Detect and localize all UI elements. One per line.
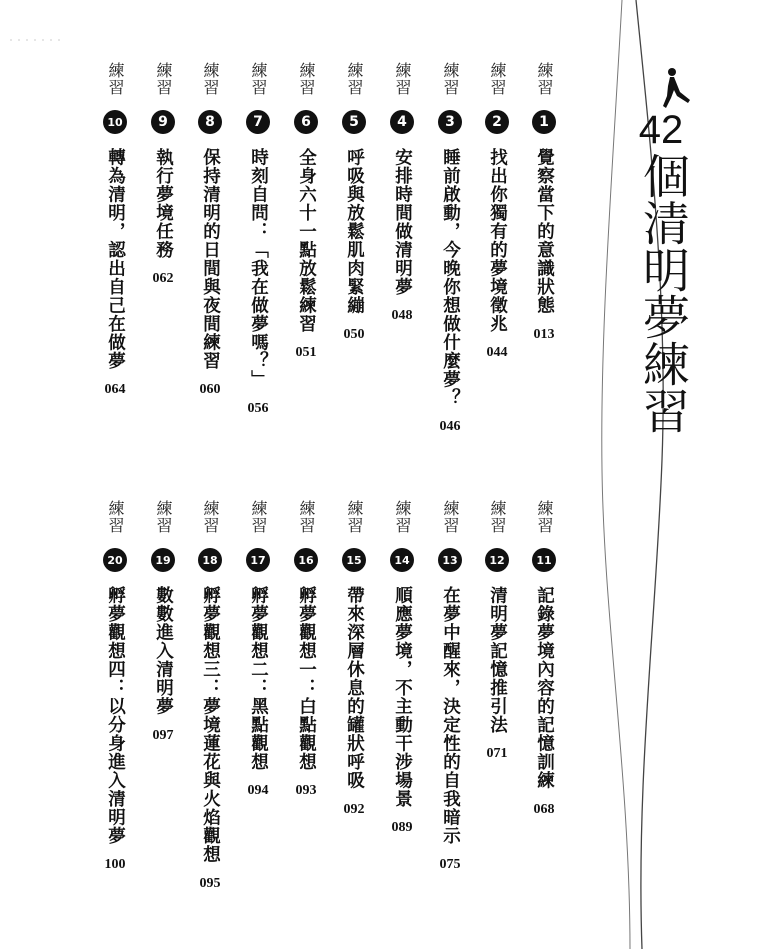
entry-page-number: 013 [533,326,555,342]
entry-number-badge: 3 [438,110,462,134]
entry-number-badge: 19 [151,548,175,572]
entry-page-number: 044 [486,345,508,360]
entry-title: 孵夢觀想二：黑點觀想 [248,586,269,771]
entry-page-number: 075 [439,857,461,872]
entry-title: 保持清明的日間與夜間練習 [200,148,221,370]
entry-number-badge: 1 [532,110,556,134]
entry-label: 練習 [441,500,460,534]
entry-number-badge: 18 [198,548,222,572]
entry-label: 練習 [201,62,220,96]
entry-label: 練習 [393,500,412,534]
entry-label: 練習 [345,500,364,534]
entry-title: 呼吸與放鬆肌肉緊繃 [344,148,365,315]
entry-number-badge: 17 [246,548,270,572]
entry-page-number: 092 [343,801,365,817]
toc-entry[interactable] [336,62,372,343]
sidebar-title: 個清明夢練習 [635,152,690,434]
entry-page-number: 064 [104,382,126,397]
toc-entry[interactable] [384,500,420,836]
entry-label: 練習 [488,62,507,96]
toc-entry[interactable] [240,500,276,799]
entry-page-number: 060 [199,382,221,397]
entry-number-badge: 7 [246,110,270,134]
entry-title: 記錄夢境內容的記憶訓練 [534,586,555,790]
entry-title: 安排時間做清明夢 [392,148,413,296]
toc-entry[interactable] [192,62,228,398]
toc-entry[interactable] [479,500,515,762]
entry-label: 練習 [249,62,268,96]
entry-number-badge: 9 [151,110,175,134]
toc-entry[interactable] [145,62,181,287]
entry-title: 孵夢觀想三：夢境蓮花與火焰觀想 [200,586,221,864]
entry-label: 練習 [249,500,268,534]
entry-page-number: 050 [343,326,365,342]
entry-title: 時刻自問：「我在做夢嗎？」 [248,148,269,389]
entry-page-number: 068 [533,801,555,817]
entry-title: 順應夢境，不主動干涉場景 [392,586,413,808]
entry-label: 練習 [297,62,316,96]
entry-page-number: 100 [104,857,126,872]
entry-number-badge: 15 [342,548,366,572]
entry-page-number: 095 [199,875,221,891]
toc-entry[interactable] [384,62,420,324]
toc-entry[interactable] [432,62,468,435]
decorative-curve-line [602,0,630,949]
toc-entry[interactable] [97,62,133,398]
toc-entry[interactable] [432,500,468,873]
toc-entry[interactable] [192,500,228,892]
entry-title: 數數進入清明夢 [153,586,174,716]
entry-number-badge: 12 [485,548,509,572]
entry-number-badge: 5 [342,110,366,134]
entry-label: 練習 [488,500,507,534]
entry-page-number: 062 [152,271,174,286]
entry-page-number: 071 [486,746,508,761]
entry-page-number: 051 [295,345,317,360]
toc-entry[interactable] [526,500,562,818]
entry-number-badge: 4 [390,110,414,134]
entry-label: 練習 [441,62,460,96]
toc-entry[interactable] [288,62,324,361]
entry-number-badge: 6 [294,110,318,134]
entry-label: 練習 [297,500,316,534]
toc-entry[interactable] [97,500,133,873]
entry-title: 孵夢觀想四：以分身進入清明夢 [105,586,126,845]
entry-page-number: 097 [152,727,174,743]
toc-entry[interactable] [526,62,562,343]
entry-title: 找出你獨有的夢境徵兆 [487,148,508,333]
entry-label: 練習 [393,62,412,96]
entry-number-badge: 10 [103,110,127,134]
entry-number-badge: 8 [198,110,222,134]
entry-label: 練習 [535,62,554,96]
entry-page-number: 089 [391,820,413,835]
entry-title: 執行夢境任務 [153,148,174,259]
sidebar-number: 42 [638,108,684,152]
toc-entry[interactable] [336,500,372,818]
entry-number-badge: 11 [532,548,556,572]
entry-title: 帶來深層休息的罐狀呼吸 [344,586,365,790]
entry-title: 孵夢觀想一：白點觀想 [296,586,317,771]
toc-entry[interactable] [479,62,515,361]
entry-page-number: 093 [295,783,317,798]
entry-page-number: 056 [247,400,269,416]
entry-label: 練習 [345,62,364,96]
running-figure-icon [663,68,690,108]
entry-page-number: 046 [439,419,461,434]
toc-entry[interactable] [240,62,276,417]
entry-title: 在夢中醒來，決定性的自我暗示 [440,586,461,845]
entry-title: 轉為清明，認出自己在做夢 [105,148,126,370]
entry-title: 清明夢記憶推引法 [487,586,508,734]
entry-label: 練習 [201,500,220,534]
entry-title: 覺察當下的意識狀態 [534,148,555,315]
entry-label: 練習 [106,500,125,534]
entry-number-badge: 2 [485,110,509,134]
toc-entry[interactable] [145,500,181,744]
entry-page-number: 094 [247,783,269,798]
entry-title: 全身六十一點放鬆練習 [296,148,317,333]
entry-label: 練習 [535,500,554,534]
entry-label: 練習 [154,62,173,96]
entry-label: 練習 [154,500,173,534]
toc-entry[interactable] [288,500,324,799]
entry-number-badge: 13 [438,548,462,572]
entry-title: 睡前啟動，今晚你想做什麼夢？ [440,148,461,407]
entry-number-badge: 16 [294,548,318,572]
entry-number-badge: 20 [103,548,127,572]
entry-number-badge: 14 [390,548,414,572]
entry-page-number: 048 [391,308,413,323]
entry-label: 練習 [106,62,125,96]
